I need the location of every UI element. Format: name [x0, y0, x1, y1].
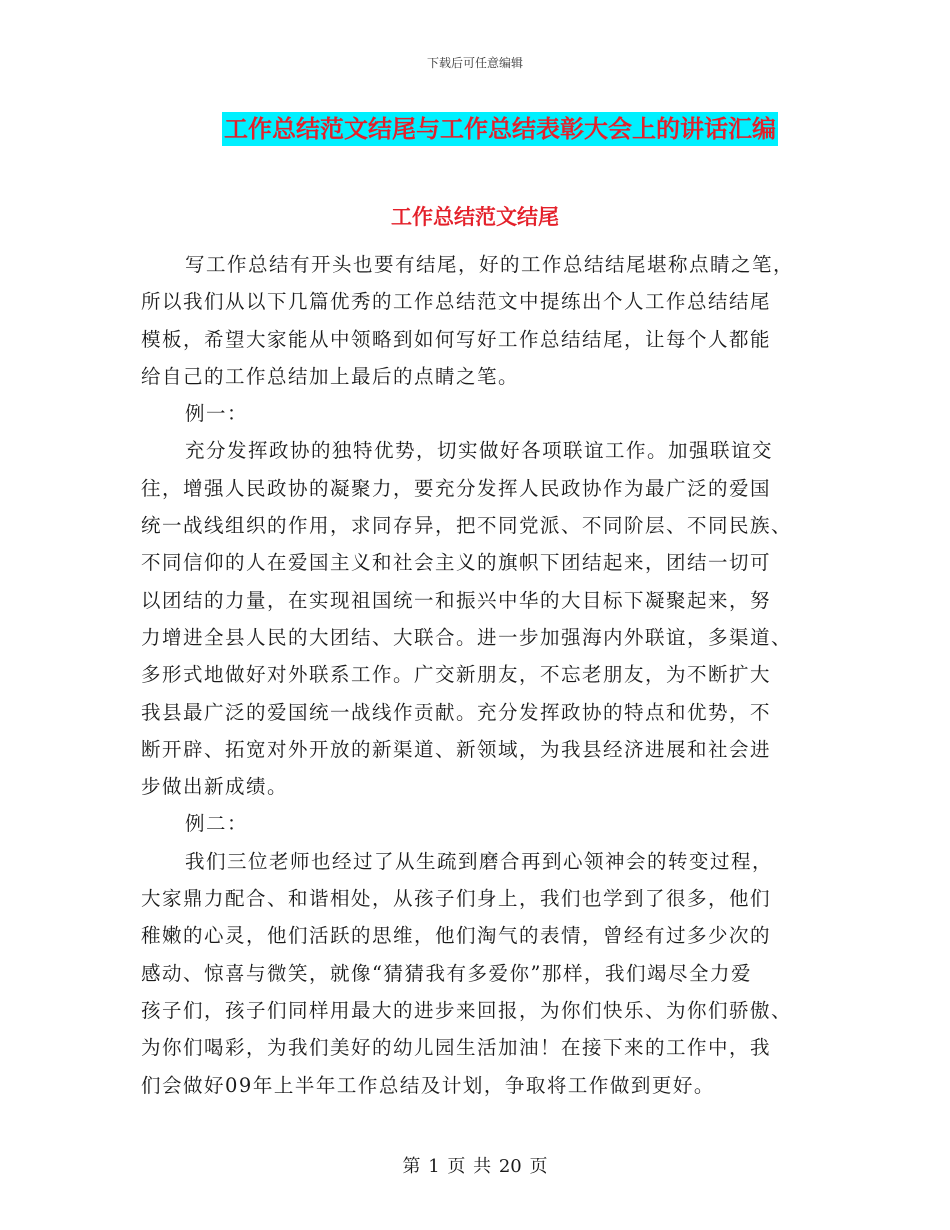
- paragraph-line: 往，增强人民政协的凝聚力，要充分发挥人民政协作为最广泛的爱国: [141, 476, 772, 500]
- paragraph: [141, 246, 807, 395]
- paragraph-line: 所以我们从以下几篇优秀的工作总结范文中提练出个人工作总结结尾: [141, 290, 772, 314]
- paragraph-line: 感动、惊喜与微笑，就像“猜猜我有多爱你”那样，我们竭尽全力爱: [141, 961, 752, 985]
- paragraph-line: 写工作总结有开头也要有结尾，好的工作总结结尾堪称点睛之笔，: [185, 253, 795, 276]
- paragraph: [141, 805, 807, 842]
- paragraph-line: 以团结的力量，在实现祖国统一和振兴中华的大目标下凝聚起来，努: [141, 588, 772, 612]
- paragraph-line: 孩子们，孩子们同样用最大的进步来回报，为你们快乐、为你们骄傲、: [141, 998, 793, 1022]
- paragraph-line: 大家鼎力配合、和谐相处，从孩子们身上，我们也学到了很多，他们: [141, 887, 772, 911]
- paragraph-line: 模板，希望大家能从中领略到如何写好工作总结结尾，让每个人都能: [141, 327, 772, 351]
- paragraph-line: 多形式地做好对外联系工作。广交新朋友，不忘老朋友，为不断扩大: [141, 663, 772, 687]
- section-title: 工作总结范文结尾: [391, 205, 559, 229]
- paragraph-line: 我们三位老师也经过了从生疏到磨合再到心领神会的转变过程，: [185, 849, 774, 873]
- paragraph: [141, 395, 807, 432]
- document-title: 工作总结范文结尾与工作总结表彰大会上的讲话汇编: [222, 112, 778, 146]
- page-footer: 第 1 页 共 20 页: [402, 1156, 548, 1177]
- header-note: 下载后可任意编辑: [426, 56, 523, 70]
- paragraph-line: 步做出新成绩。: [141, 775, 289, 799]
- document-body: [141, 246, 807, 1104]
- paragraph-line: 统一战线组织的作用，求同存异，把不同党派、不同阶层、不同民族、: [141, 514, 793, 538]
- paragraph-line: 不同信仰的人在爱国主义和社会主义的旗帜下团结起来，团结一切可: [141, 551, 772, 575]
- paragraph: [141, 432, 807, 805]
- paragraph-line: 稚嫩的心灵，他们活跃的思维，他们淘气的表情，曾经有过多少次的: [141, 924, 772, 948]
- document-title-container: [0, 112, 950, 146]
- paragraph-line: 我县最广泛的爱国统一战线作贡献。充分发挥政协的特点和优势，不: [141, 700, 772, 724]
- paragraph-line: 力增进全县人民的大团结、大联合。进一步加强海内外联谊，多渠道、: [141, 625, 793, 649]
- paragraph-line: 例二：: [185, 812, 249, 836]
- paragraph-line: 为你们喝彩，为我们美好的幼儿园生活加油！在接下来的工作中，我: [141, 1036, 772, 1060]
- paragraph-line: 断开辟、拓宽对外开放的新渠道、新领域，为我县经济进展和社会进: [141, 737, 772, 761]
- paragraph-line: 们会做好09年上半年工作总结及计划，争取将工作做到更好。: [141, 1073, 715, 1097]
- paragraph-line: 给自己的工作总结加上最后的点睛之笔。: [141, 364, 520, 388]
- paragraph-line: 充分发挥政协的独特优势，切实做好各项联谊工作。加强联谊交: [185, 439, 774, 463]
- paragraph: [141, 843, 807, 1104]
- paragraph-line: 例一：: [185, 402, 249, 426]
